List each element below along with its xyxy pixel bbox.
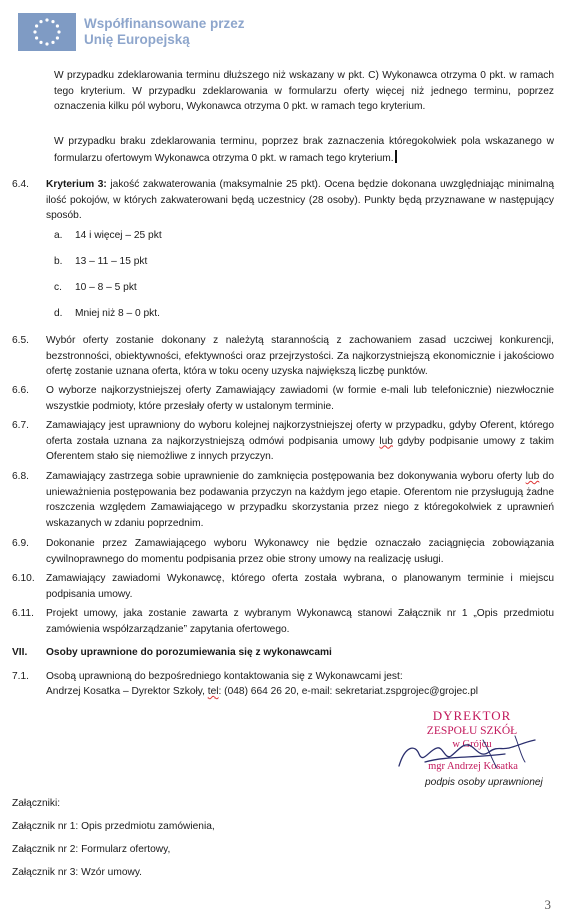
criterion-text: jakość zakwaterowania (maksymalnie 25 pkt). Ocena będzie dokonana uwzględniając minimalną ilość pokojów, w których zakwaterowani będą uczestnicy (28 osoby). Punkty będą przyznawane w następujący sposób. [46,179,555,221]
section-7-1-line-1: Osobą uprawnioną do bezpośredniego kontaktowania się z Wykonawcami jest: [46,671,403,682]
section-number: 6.5. [12,335,29,346]
attachment-item: Załącznik nr 3: Wzór umowy. [12,867,143,878]
section-number: 6.9. [12,538,29,549]
section-6-7-text-a: Zamawiający jest uprawniony do wyboru kolejnej najkorzystniejszej oferty w przypadku, gdyby Oferent, którego oferta została uznana za najkorzystniejszą odmówi podpisania umowy [46,420,554,447]
intro-paragraph-2-text: W przypadku braku zdeklarowania terminu, poprzez brak zaznaczenia któregokolwiek pola wskazanego w formularzu ofertowym Wykonawca otrzyma 0 pkt. w ramach tego kryterium. [54,136,554,164]
stamp-line-1: DYREKTOR [432,708,512,723]
section-6-10-text: Zamawiający zawiadomi Wykonawcę, którego oferta została wybrana, o planowanym terminie i miejscu podpisania umowy. [46,573,554,600]
attachments-title: Załączniki: [12,798,61,809]
eu-logo [18,12,248,52]
section-number: 7.1. [12,671,29,682]
list-letter: b. [54,256,63,267]
list-item: Mniej niż 8 – 0 pkt. [75,308,160,319]
intro-paragraph-1: W przypadku zdeklarowania terminu dłuższego niż wskazany w pkt. C) Wykonawca otrzyma 0 pkt. w ramach tego kryterium. W przypadku zdeklarowania w formularzu oferty więcej niż jednego terminu, poprzez oznaczenia kilku pól wyboru, Wykonawca otrzyma 0 pkt. w ramach tego kryterium. [54,70,554,112]
eu-flag-icon [18,13,76,51]
section-6-7-text [46,418,554,465]
contact-name: Andrzej Kosatka – Dyrektor Szkoły, [46,686,208,697]
section-number: 6.8. [12,471,29,482]
section-6-8-text-b: do unieważnienia postępowania bez podawania przyczyn na każdym jego etapie. Oferentom nie przysługują żadne roszczenia względem Zamawiającego w przypadku skorzystania przez niego z któregokolwiek z uprawnień wskazanych w zdaniu poprzednim. [46,471,554,529]
section-6-11-text: Projekt umowy, jaka zostanie zawarta z wybranym Wykonawcą stanowi Załącznik nr 1 „Opis przedmiotu zamówienia współzarządzanie” zapytania ofertowego. [46,608,554,635]
list-letter: d. [54,308,63,319]
section-6-9-text: Dokonanie przez Zamawiającego wyboru Wykonawcy nie będzie oznaczało zaciągnięcia zobowiązania cywilnoprawnego do momentu podpisania przez obie strony umowy na realizację usługi. [46,538,554,565]
stamp-line-3: w Grójcu [452,739,492,750]
contact-details: : (048) 664 26 20, e-mail: sekretariat.zspgrojec@grojec.pl [218,686,479,697]
list-item: 10 – 8 – 5 pkt [75,282,137,293]
section-number: 6.6. [12,385,29,396]
list-item: 13 – 11 – 15 pkt [75,256,148,267]
spellcheck-word: tel [207,686,219,697]
section-6-5-text: Wybór oferty zostanie dokonany z należytą starannością z zachowaniem zasad uczciwej konkurencji, bezstronności, obiektywności, efektywności oraz przejrzystości. Za najkorzystniejszą ekonomicznie i jakościowo ofertę zostanie uznana oferta, która w toku oceny uzyska największą liczbę punktów. [46,335,554,377]
chapter-number: VII. [12,647,28,658]
attachment-item: Załącznik nr 1: Opis przedmiotu zamówienia, [12,821,215,832]
section-number: 6.4. [12,179,29,190]
logo-line-1: Współfinansowane przez [84,16,245,31]
official-stamp [385,706,555,776]
criterion-label: Kryterium 3: [46,179,107,190]
intro-paragraph-2 [54,134,554,166]
stamp-line-2: ZESPOŁU SZKÓŁ [426,725,518,737]
section-number: 6.10. [12,573,35,584]
stamp-line-4: mgr Andrzej Kosatka [428,761,518,772]
page-number: 3 [544,897,551,912]
section-7-1-line-2 [46,684,554,700]
list-letter: a. [54,230,63,241]
text-cursor [395,150,397,163]
spellcheck-word: lub [379,435,393,447]
section-6-8-text-a: Zamawiający zastrzega sobie uprawnienie do zamknięcia postępowania bez dokonywania wyboru oferty [46,471,526,482]
list-item: 14 i więcej – 25 pkt [75,230,162,241]
spellcheck-word: lub [525,471,540,482]
list-letter: c. [54,282,62,293]
chapter-title: Osoby uprawnione do porozumiewania się z wykonawcami [46,647,332,658]
section-6-4-text [46,177,554,224]
signature-label: podpis osoby uprawnionej [425,777,543,788]
section-number: 6.7. [12,420,29,431]
section-number: 6.11. [12,608,34,619]
section-6-8-text [46,469,554,531]
logo-line-2: Unię Europejską [84,32,190,47]
section-6-7-text-b: gdyby podpisanie umowy z takim Oferentem stało się niemożliwe z innych przyczyn. [46,435,554,462]
attachment-item: Załącznik nr 2: Formularz ofertowy, [12,844,171,855]
section-6-6-text: O wyborze najkorzystniejszej oferty Zamawiający zawiadomi (w formie e-mali lub telefonicznie) niezwłocznie wszystkie podmioty, które przesłały oferty w ustalonym terminie. [46,385,554,412]
